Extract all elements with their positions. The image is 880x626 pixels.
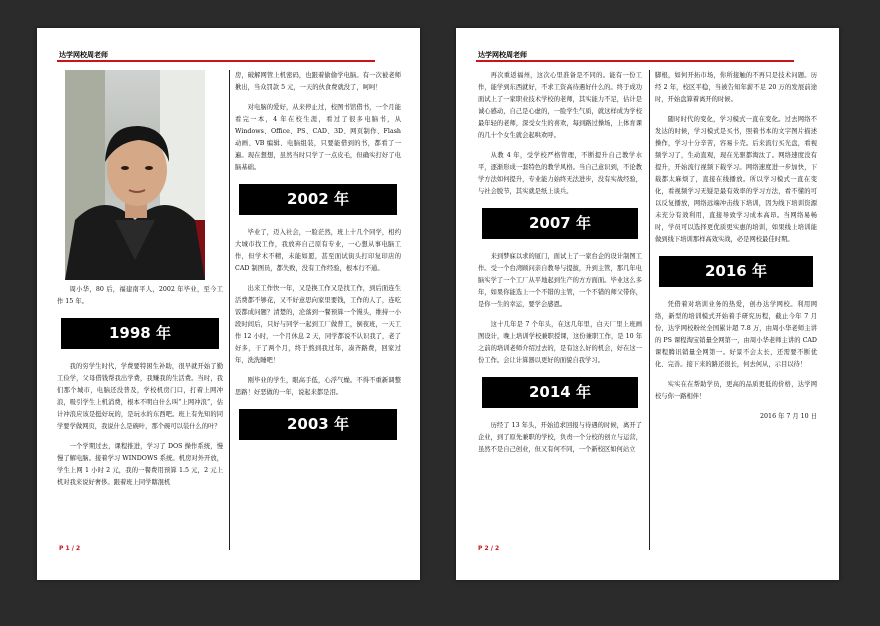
paragraph: 从教 4 年，受学校严格管理，不断提升自己教学水平，逐渐形成一套特色的教学风格。当自己意识到，不论教学方法如何提升，专业能力始终无法进步，没有实战经验，与社会脱节，其实就是纸上谈兵。 bbox=[478, 152, 642, 195]
page-header: 达学网校周老师 bbox=[478, 51, 527, 59]
signature-date: 2016 年 7 月 10 日 bbox=[760, 413, 817, 420]
paragraph: 对电脑的爱好，从来停止过，校图书馆借书，一个月能看完一本，4 年在校生涯，看过了很多电脑书，从 Windows、Office、PS、CAD、3D、网页制作、Flash 动画、VB 编辑、电脑组装，只要能借到的书，都看了一遍。现在想想，虽然当时只学了一点皮毛，但确实打好了电脑基础。 bbox=[235, 104, 401, 171]
year-2016-heading: 2016 年 bbox=[659, 256, 813, 287]
year-2007-heading: 2007 年 bbox=[482, 208, 638, 239]
paragraph: 脚根，如何开拓市场，你所接触的不再只是技术问题。历经 2 年，校区平稳，当被告知年薪不足 20 万的发展前途时，开始盘算着离开的时候。 bbox=[655, 72, 817, 103]
page-number: P 1 / 2 bbox=[59, 545, 81, 552]
paragraph: 来到梦寐以求的厦门，面试上了一家台企的设计制图工作。受一个台湾顾问亲自教导与提拔，升到主管，那几年电脑实学了一个工厂从平地起到生产的方方面面。毕业这么多年，如果你能选上一个不错的主管，一个不错的师父带你，是你一生的幸运，要学会感恩。 bbox=[478, 253, 642, 308]
photo-caption: 周小华，80 后，福建南平人，2002 年毕业，至今工作 15 年。 bbox=[57, 286, 223, 305]
paragraph: 刚毕业的学生，眼高手低，心浮气燥。不得不重新调整思路！好恶做的一年，说起来都是泪。 bbox=[235, 377, 401, 396]
paragraph: 我的穷学生时代，学费要特困生补助，很早就开始了勤工俭学，父母借钱帮我出学费，我赚我的生活费。当时，我们那个城市，电脑还没普及，学校机房门口，打着上网冲浪，吸引学生上机消费，根本不明白什么叫“上网冲浪”，估计冲浪应该是挺好玩的，是玩水的东西吧。班上有先知的同学要学做网页，我说什么是碗叶，那个碗可以装什么的叶？ bbox=[57, 363, 223, 430]
paragraph: 再次重返福州，这次心里准备是不同的。能有一份工作，能学到东西就好，不求工资高待遇好什么的。终于成功面试上了一家职业技术学校的老师，其实能力不足，估计是诚心感动，自己是心虚的，一脸学生气质，就这样成为学校最年轻的老师，深受女生的喜欢，每到路过操场，上体育课的几十个女生就会起哄欢呼。 bbox=[478, 72, 642, 139]
author-photo bbox=[65, 70, 205, 280]
paragraph: 一个学期过去，课程推进，学习了 DOS 操作系统，慢慢了解电脑。接着学习 WINDOWS 系统。机房对外开放，学生上网 1 小时 2 元，我的一餐费用预算 1.5 元，2 元上机对我来说好奢侈。跟着班上同学瞎混机 bbox=[57, 443, 223, 486]
paragraph: 毕业了，迈入社会，一脸茫然，班上十几个同学，相约大城市找工作，我放弃自己原有专业，一心想从事电脑工作，但学术不精，未能如愿，甚至面试街头打印复印店的 CAD 制图员，都失败，没有工作经验，根本行不通。 bbox=[235, 229, 401, 272]
paragraph: 历经了 13 年头，开始追求回报与待遇的时候，离开了企业，到了原先兼职的学校，负责一个分校的创立与运营，虽然不是自己创业，但又有何不同，一个新校区如何站立 bbox=[478, 422, 642, 453]
header-rule bbox=[57, 60, 375, 62]
year-2003-heading: 2003 年 bbox=[239, 409, 397, 440]
page1-right-column bbox=[235, 70, 401, 452]
page2-right-column bbox=[655, 70, 817, 423]
paragraph: 房，破解网管上机密码，也跟着偷偷学电脑。有一次被老师揪出，当众罚款 5 元，一天的伙食费就没了，呵呵！ bbox=[235, 72, 401, 91]
page-1 bbox=[37, 28, 420, 580]
paragraph: 凭借着对培训业务的热爱，创办达学网校。利用网络，新型的培训模式开始着手研究历程，截止今年 7 月份，达学网校粉丝全国累计超 7.8 万，由周小华老师主讲的 PS 课程淘宝销量全网第一，由周小华老师主讲的 CAD 课程腾讯销量全网第一。好景不会太长，还需要不断优化、完善。接下来的路还很长，何去何从，示目以待！ bbox=[655, 301, 817, 368]
portrait-image bbox=[65, 70, 205, 280]
paragraph: 这十几年是 7 个年头，在这几年里，白天厂里上班画图设计，晚上培训学校兼职授课，这份兼职工作，是 10 年之前的培训老师介绍过去的，是有这么好的机会，好在这一份工作。会让计算器以更好的面貌自我学习。 bbox=[478, 321, 642, 364]
page-header: 达学网校周老师 bbox=[59, 51, 108, 59]
page-2 bbox=[456, 28, 839, 580]
year-2014-heading: 2014 年 bbox=[482, 377, 638, 408]
page2-left-column bbox=[478, 70, 642, 464]
page-number: P 2 / 2 bbox=[478, 545, 500, 552]
paragraph: 随时时代的变化，学习模式一直在变化。过去网络不发达的时候，学习模式是买书，照着书本的文字图片描述操作，学习十分辛苦，容易卡壳。后来流行买光盘，看视频学习了，生动直观，现在光驱都淘汰了。网络速度没有提升，开始流行视频下载学习。网络速度进一步加快，下载都太麻烦了，直接在线播放。所以学习模式一直在变化，看视频学习无疑是最有效率的学习方法，看不懂的可以反复播放，网络远端冲击线下培训，因为线下培训资源未充分有效利用，直接导致学习成本高昂。当网络易畅时，学员可以选择更优质更实惠的培训，如果线上培训能做到线下培训那样高效实战，必是网校最佳时期。 bbox=[655, 116, 817, 243]
year-1998-heading: 1998 年 bbox=[61, 318, 219, 349]
column-divider bbox=[229, 70, 230, 550]
page1-left-column bbox=[57, 70, 223, 497]
header-rule bbox=[476, 60, 794, 62]
column-divider bbox=[649, 70, 650, 550]
paragraph: 实实在在帮助学员，更高的品质更低的价格，达学网校与你一路相伴！ bbox=[655, 381, 817, 400]
paragraph: 出来工作快一年，又是换工作又是找工作，到后面连生活费都不够花，又不好意思向家里要钱，工作的人了，连吃饭都成问题？清楚的，沦落到一餐预算一个馒头，维持一小段时间后，只好与同学一起到工厂做普工，倒夜班，一天工作 12 小时，一个月休息 2 天，同学都说不认识我了，老了好多，干了两个月，终于熬到我过年，凑齐路费，回家过年，洗洗睡吧！ bbox=[235, 285, 401, 364]
year-2002-heading: 2002 年 bbox=[239, 184, 397, 215]
